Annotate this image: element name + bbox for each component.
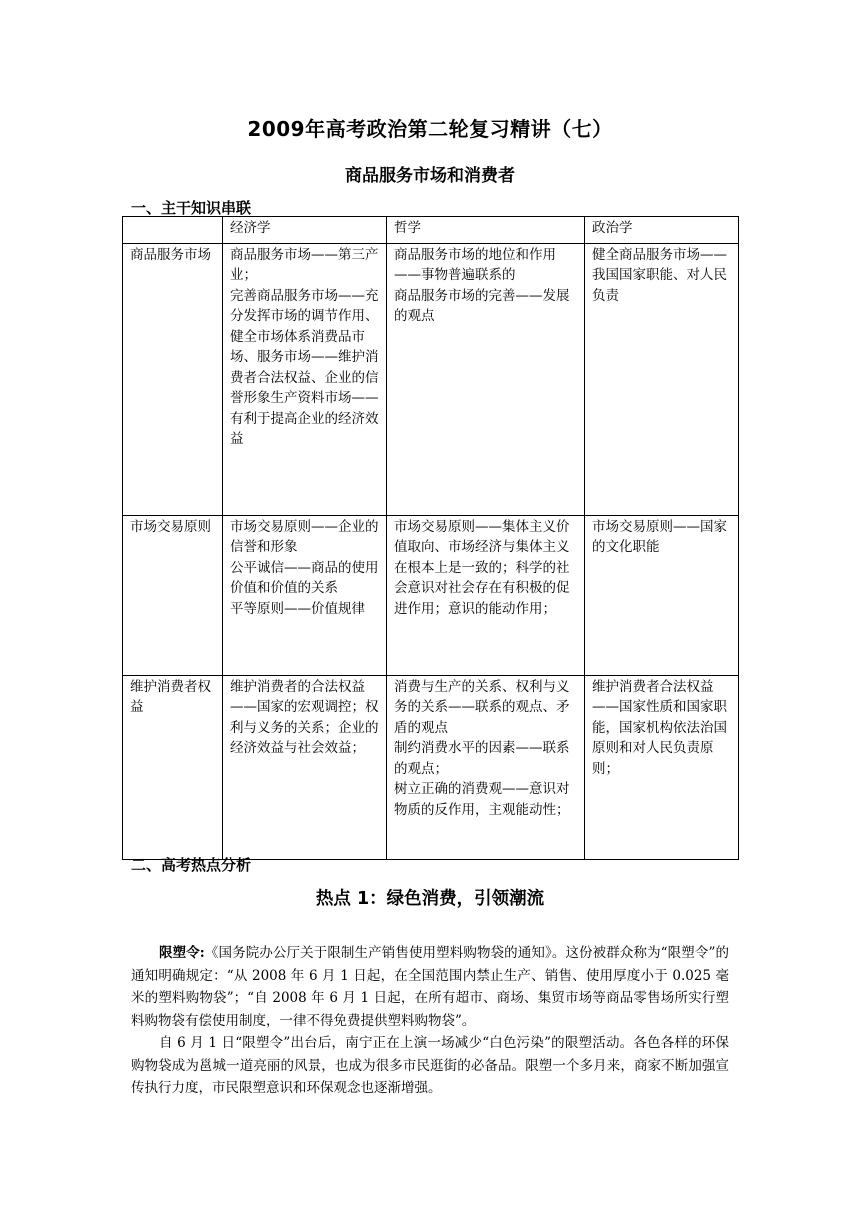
table-row <box>123 515 739 675</box>
section-heading-hotspots: 二、高考热点分析 <box>131 856 252 874</box>
cell-line: 商品服务市场的完善——发展的观点 <box>394 287 570 324</box>
cell-line: 完善商品服务市场——充分发挥市场的调节作用、健全市场体系消费品市场、服务市场——维护消费者合法权益、企业的信誉形象生产资料市场——有利于提高企业的经济效益 <box>230 287 379 447</box>
hotspot-title: 热点 1：绿色消费，引领潮流 <box>315 889 545 909</box>
politics-cell <box>585 515 739 675</box>
cell-line: 制约消费水平的因素——联系的观点； <box>394 740 570 777</box>
page-title: 2009年高考政治第二轮复习精讲（七） <box>247 117 613 141</box>
table-header-cell: 政治学 <box>585 217 739 244</box>
politics-cell <box>585 243 739 515</box>
paragraph-lead: 限塑令: <box>159 945 205 961</box>
cell-line: 公平诚信——商品的使用价值和价值的关系 <box>230 559 379 596</box>
cell-line: 维护消费者的合法权益——国家的宏观调控；权利与义务的关系；企业的经济效益与社会效益； <box>230 678 379 756</box>
table-header-cell: 经济学 <box>223 217 387 244</box>
philosophy-cell <box>387 243 585 515</box>
knowledge-table <box>122 216 739 860</box>
economics-cell <box>223 675 387 859</box>
cell-line: 树立正确的消费观——意识对物质的反作用，主观能动性； <box>394 781 570 818</box>
paragraph: 自 6 月 1 日“限塑令”出台后，南宁正在上演一场减少“白色污染”的限塑活动。各色各样的环保购物袋成为邕城一道亮丽的风景，也成为很多市民逛街的必备品。限塑一个多月来，商家不断加强宣传执行力度，市民限塑意识和环保观念也逐渐增强。 <box>131 1035 729 1096</box>
cell-line: 维护消费者合法权益——国家性质和国家职能，国家机构依法治国原则和对人民负责原则； <box>592 678 727 777</box>
table-row <box>123 243 739 515</box>
article-body <box>131 942 729 1100</box>
row-label: 维护消费者权益 <box>123 675 223 859</box>
cell-line: 商品服务市场——第三产业； <box>230 246 379 283</box>
cell-line: 健全商品服务市场——我国国家职能、对人民负责 <box>592 246 727 304</box>
economics-cell <box>223 243 387 515</box>
table-header-cell <box>123 217 223 244</box>
cell-line: 市场交易原则——企业的信誉和形象 <box>230 518 379 555</box>
cell-line: 商品服务市场的地位和作用——事物普遍联系的 <box>394 246 556 283</box>
row-label: 市场交易原则 <box>123 515 223 675</box>
economics-cell <box>223 515 387 675</box>
cell-line: 市场交易原则——国家的文化职能 <box>592 518 727 555</box>
section-heading-knowledge: 一、主干知识串联 <box>131 199 252 217</box>
table-row <box>123 675 739 859</box>
philosophy-cell <box>387 515 585 675</box>
philosophy-cell <box>387 675 585 859</box>
politics-cell <box>585 675 739 859</box>
cell-line: 平等原则——价值规律 <box>230 600 365 617</box>
row-label: 商品服务市场 <box>123 243 223 515</box>
table-header-cell: 哲学 <box>387 217 585 244</box>
cell-line: 消费与生产的关系、权利与义务的关系——联系的观点、矛盾的观点 <box>394 678 570 736</box>
cell-line: 市场交易原则——集体主义价值取向、市场经济与集体主义在根本上是一致的；科学的社会意识对社会存在有积极的促进作用；意识的能动作用； <box>394 518 570 617</box>
page-subtitle: 商品服务市场和消费者 <box>345 166 515 186</box>
table-header-row <box>123 217 739 244</box>
paragraph <box>131 942 729 1032</box>
paragraph-text: 《国务院办公厅关于限制生产销售使用塑料购物袋的通知》。这份被群众称为“限塑令”的通知明确规定：“从 2008 年 6 月 1 日起，在全国范围内禁止生产、销售、使用厚度小于 0.025 毫米的塑料购物袋”；“自 2008 年 6 月 1 日起，在所有超市、商场、集贸市场等商品零售场所实行塑料购物袋有偿使用制度，一律不得免费提供塑料购物袋”。 <box>131 945 729 1029</box>
